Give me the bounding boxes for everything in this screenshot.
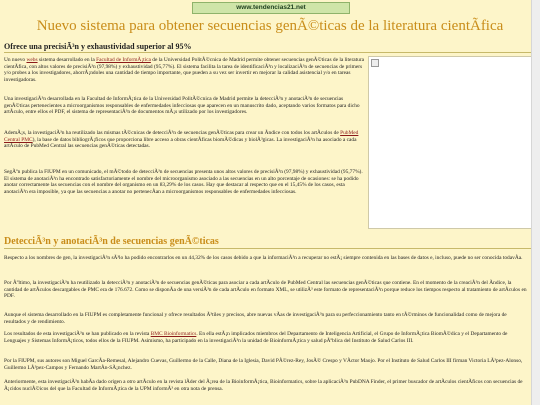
link-webs[interactable]: webs	[26, 57, 38, 63]
link-bmc-bioinformatics[interactable]: BMC Bioinformatics	[150, 331, 197, 337]
paragraph-section-6: Anteriormente, esta investigaciÃ³n habÃa dado origen a otro artÃculo en la revista lÃder del Ã¡rea de la BioinformÃ¡tica, Bioinformatics, sobre la aplicaciÃ³n PubDNA Finder, el primer buscador de artÃculos cientÃficos con secuencias de Ã¡cidos nuclÃ©icos del que la Facultad de InformÃ¡tica de la UPM informÃ³ en otra nota de prensa.	[4, 379, 523, 392]
paragraph-section-2: Por Ãºltimo, la investigaciÃ³n ha reutilizado la detecciÃ³n y anotaciÃ³n de secuencias genÃ©ticas para asociar a cada artÃculo de PubMed Central las secuencias genÃ©ticas que contiene. En el momento de la creaciÃ³n del Ãndice, la cantidad de artÃculos descargables de PMC era de 176.672. Como se disponÃa de una versiÃ³n de cada artÃculo en formato XML, se utilizÃ³ este formato de representaciÃ³n porque reduce los tiempos respecto al tratamiento de artÃculos en PDF.	[4, 280, 527, 299]
article-image	[368, 56, 534, 229]
link-facultad-informatica[interactable]: Facultad de InformÃ¡tica	[96, 57, 151, 63]
paragraph-section-1: Respecto a los nombres de gen, la investigaciÃ³n sÃ³lo ha podido encontrarlos en un 44,32% de los casos debido a que la informaciÃ³n a recuperar no estÃ¡ siempre contenida en las bases de datos e, incluso, puede no ser conocida todavÃa.	[4, 255, 523, 261]
link-pubmed-central[interactable]: PubMed Central PMC	[4, 130, 359, 143]
text: AdemÃ¡s, la investigaciÃ³n ha reutilizado las mismas tÃ©cnicas de detecciÃ³n de secuencias genÃ©ticas para crear un Ãndice con todos los artÃculos de	[4, 130, 341, 136]
divider	[4, 248, 536, 249]
vertical-scrollbar[interactable]	[531, 0, 540, 405]
text: . En ella estÃ¡n implicados miembros del Departamento de Inteligencia Artificial, el Grupo de InformÃ¡tica BiomÃ©dica y el Departamento de Lenguajes y Sistemas InformÃ¡ticos, todos ellos de la FIUPM. Asimismo, ha participado en la investigaciÃ³n la unidad de BioinformÃ¡tica y salud pÃºblica del Instituto de Salud Carlos III.	[4, 331, 508, 344]
text: de la Universidad PolitÃ©cnica de Madrid permite obtener secuencias genÃ©ticas de la literatura cientÃfica, con altos valores de precisiÃ³n (97,98%) y exhaustividad (95,77%). El sistema facilita la tarea de identificaciÃ³n y localizaciÃ³n de secuencias de primers y/o probes a los investigadores, ahorrÃ¡ndoles una cantidad de tiempo importante, que pueden a su vez ser invertir en mejorar la calidad asistencial y/o en tareas investigadoras.	[4, 57, 365, 83]
paragraph-intro	[4, 57, 364, 83]
paragraph-3	[4, 130, 364, 150]
text: ), la base de datos bibliogrÃ¡ficos que proporciona libre acceso a obras cientÃficas biomÃ©dicas y biolÃ³gicas. La investigaciÃ³n ha asociado a cada artÃculo de PubMed Central las secuencias genÃ©ticas detectadas.	[4, 136, 357, 149]
paragraph-2: Una investigaciÃ³n desarrollada en la Facultad de InformÃ¡tica de la Universidad PolitÃ©cnica de Madrid permite la detecciÃ³n y anotaciÃ³n de secuencias genÃ©ticas pertenecientes a microorganismos responsables de enfermedades infecciosas que aparecen en un manuscrito dado, aceptando varios formatos para dicho artÃculo, entre ellos el PDF, el sistema de representaciÃ³n de documentos mÃ¡s utilizado por los investigadores.	[4, 96, 360, 115]
paragraph-section-3: Aunque el sistema desarrollado en la FIUPM es completamente funcional y ofrece resultados Ã³tiles y precisos, abre nuevas vÃas de investigaciÃ³n para su perfeccionamiento tanto en tÃ©rminos de funcionalidad como de mejora de resultados y de rendimiento.	[4, 312, 507, 325]
paragraph-section-5: Por la FIUPM, sus autores son Miguel GarcÃa-Remesal, Alejandro Cuevas, Guillermo de la Calle, Diana de la Iglesia, David PÃ©rez-Rey, JosÃ© Crespo y VÃctor Maojo. Por el Instituto de Salud Carlos III firman Victoria LÃ³pez-Alonso, Guillermo LÃ³pez-Campos y Fernando MartÃn-SÃ¡nchez.	[4, 358, 523, 371]
page-title: Nuevo sistema para obtener secuencias genÃ©ticas de la literatura cientÃfica	[36, 18, 504, 34]
broken-image-icon	[371, 59, 379, 67]
text: Un nuevo	[4, 57, 27, 63]
site-url-badge[interactable]: www.tendencias21.net	[192, 2, 350, 14]
paragraph-4: SegÃºn publica la FIUPM en un comunicado, el mÃ©todo de detecciÃ³n de secuencias presenta unos altos valores de precisiÃ³n (97,98%) y exhaustividad (95,77%). El sistema de anotaciÃ³n ha encontrado satisfactoriamente el nombre del microorganismo asociado a las secuencias en un alto porcentaje de ocasiones: se ha podido anotar correctamente las secuencias con el nombre del organismo en un 83,29% de los casos. Hay que destacar al respecto que en el 15,45% de los casos, esta anotaciÃ³n era imposible, ya que las secuencias a anotar no pertenecÃan a microorganismos responsables de enfermedades infecciosas.	[4, 169, 363, 195]
divider	[4, 52, 536, 53]
section-heading: DetecciÃ³n y anotaciÃ³n de secuencias genÃ©ticas	[4, 236, 219, 247]
text: sistema desarrollado en la	[38, 57, 97, 63]
paragraph-section-4	[4, 331, 529, 344]
text: Los resultados de esta investigaciÃ³n se han publicado en la revista	[4, 331, 151, 337]
page-subtitle: Ofrece una precisiÃ³n y exhaustividad superior al 95%	[4, 42, 192, 51]
